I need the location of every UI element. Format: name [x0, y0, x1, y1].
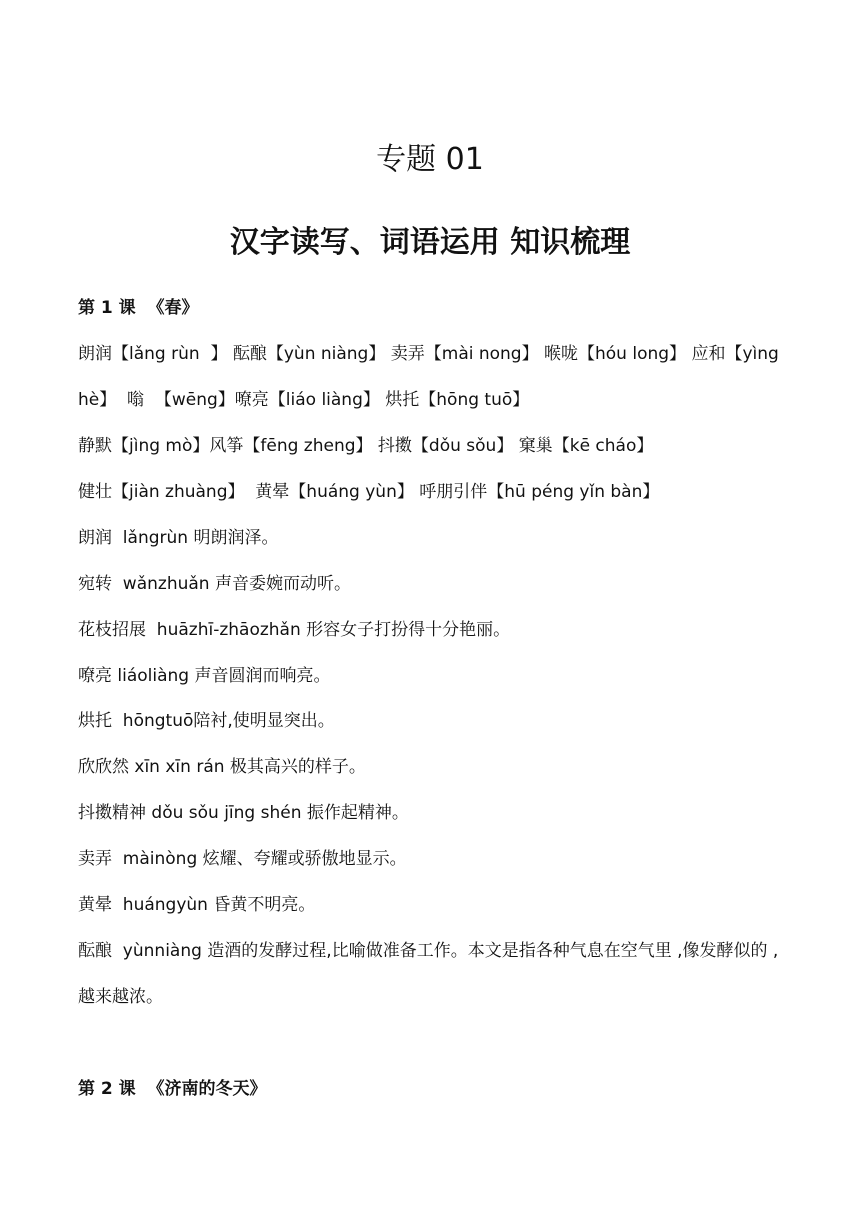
definition-line: 黄晕 huángyùn 昏黄不明亮。 — [78, 895, 316, 915]
definition-line: 酝酿 yùnniàng 造酒的发酵过程,比喻做准备工作。本文是指各种气息在空气里 ,像发酵似的 , — [78, 941, 779, 961]
pronunciation-line: 朗润【lǎng rùn 】 酝酿【yùn niàng】 卖弄【mài nong】 喉咙【hóu long】 应和【yìng — [78, 344, 779, 364]
definition-line: 烘托 hōngtuō陪衬,使明显突出。 — [78, 711, 335, 731]
definition-line: 卖弄 màinòng 炫耀、夸耀或骄傲地显示。 — [78, 849, 407, 869]
definition-line: 花枝招展 huāzhī-zhāozhǎn 形容女子打扮得十分艳丽。 — [78, 620, 511, 640]
document-title: 专题 01 — [376, 142, 484, 177]
pronunciation-line: 静默【jìng mò】风筝【fēng zheng】 抖擞【dǒu sǒu】 窠巢【kē cháo】 — [78, 436, 654, 456]
definition-line: 宛转 wǎnzhuǎn 声音委婉而动听。 — [78, 574, 351, 594]
definition-line: 抖擞精神 dǒu sǒu jīng shén 振作起精神。 — [78, 803, 409, 823]
lesson-1-heading: 第 1 课 《春》 — [78, 298, 199, 318]
definition-line: 欣欣然 xīn xīn rán 极其高兴的样子。 — [78, 757, 366, 777]
definition-line: 越来越浓。 — [78, 987, 163, 1007]
definition-line: 朗润 lǎngrùn 明朗润泽。 — [78, 528, 279, 548]
document-subtitle: 汉字读写、词语运用 知识梳理 — [229, 225, 631, 260]
lesson-2-heading: 第 2 课 《济南的冬天》 — [78, 1079, 267, 1099]
pronunciation-line: hè】 嗡 【wēng】嘹亮【liáo liàng】 烘托【hōng tuō】 — [78, 390, 530, 410]
pronunciation-line: 健壮【jiàn zhuàng】 黄晕【huáng yùn】 呼朋引伴【hū péng yǐn bàn】 — [78, 482, 660, 502]
definition-line: 嘹亮 liáoliàng 声音圆润而响亮。 — [78, 666, 331, 686]
